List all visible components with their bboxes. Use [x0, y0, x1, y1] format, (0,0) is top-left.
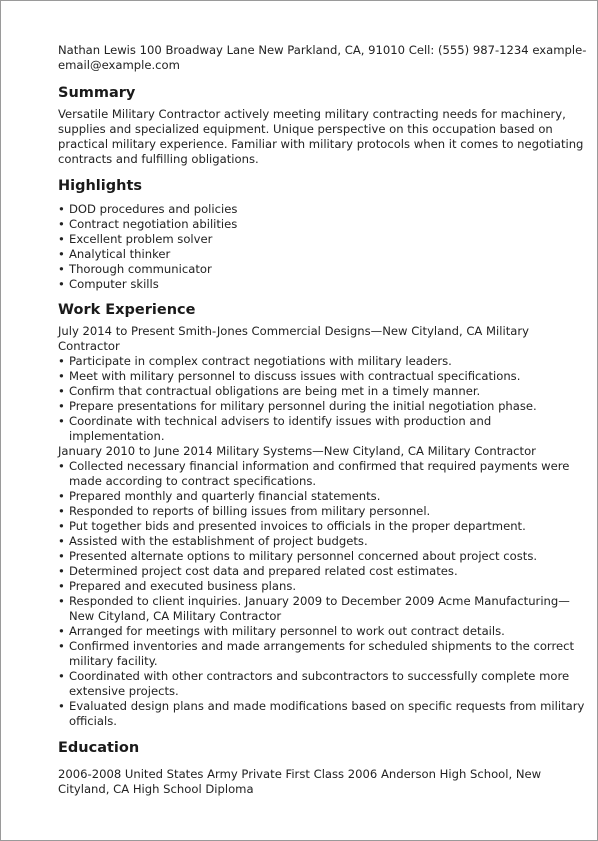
job-duty: • Prepare presentations for military personnel during the initial negotiation phase. [58, 399, 588, 414]
contact-info: Nathan Lewis 100 Broadway Lane New Parkland, CA, 91010 Cell: (555) 987-1234 example-email@example.com [58, 43, 587, 72]
job-duties-list [58, 459, 588, 729]
highlights-section [58, 177, 588, 292]
highlight-item: • Computer skills [58, 277, 588, 292]
job-header: January 2010 to June 2014 Military Systems—New Cityland, CA Military Contractor [58, 444, 536, 458]
job-duties-list [58, 354, 588, 444]
highlights-heading: Highlights [58, 178, 143, 194]
job-duty: • Prepared monthly and quarterly financial statements. [58, 489, 588, 504]
job-duty: • Determined project cost data and prepared related cost estimates. [58, 564, 588, 579]
job-duty: • Collected necessary financial information and confirmed that required payments were made according to contract specifications. [58, 459, 588, 489]
job-duty: • Coordinated with other contractors and subcontractors to successfully complete more extensive projects. [58, 669, 588, 699]
work-experience-heading: Work Experience [58, 302, 196, 318]
job-duty: • Prepared and executed business plans. [58, 579, 588, 594]
highlight-item: • DOD procedures and policies [58, 202, 588, 217]
summary-heading: Summary [58, 85, 136, 101]
job-duty: • Responded to reports of billing issues from military personnel. [58, 504, 588, 519]
education-section [58, 739, 588, 797]
education-text: 2006-2008 United States Army Private First Class 2006 Anderson High School, New Cityland, CA High School Diploma [58, 767, 542, 796]
job-duty: • Evaluated design plans and made modifications based on specific requests from military officials. [58, 699, 588, 729]
job-duty: • Meet with military personnel to discuss issues with contractual specifications. [58, 369, 588, 384]
job-duty: • Participate in complex contract negotiations with military leaders. [58, 354, 588, 369]
highlight-item: • Contract negotiation abilities [58, 217, 588, 232]
job-duty: • Assisted with the establishment of project budgets. [58, 534, 588, 549]
job-duty: • Put together bids and presented invoices to officials in the proper department. [58, 519, 588, 534]
education-heading: Education [58, 740, 140, 756]
summary-text: Versatile Military Contractor actively meeting military contracting needs for machinery, supplies and specialized equipment. Unique perspective on this occupation based on practical military experience. Familiar with military protocols when it comes to negotiating contracts and fulfilling obligations. [58, 107, 584, 166]
highlight-item: • Excellent problem solver [58, 232, 588, 247]
resume-content [58, 43, 588, 797]
highlight-item: • Analytical thinker [58, 247, 588, 262]
highlight-item: • Thorough communicator [58, 262, 588, 277]
job-duty: • Confirm that contractual obligations are being met in a timely manner. [58, 384, 588, 399]
job-duty: • Responded to client inquiries. January 2009 to December 2009 Acme Manufacturing—New Cityland, CA Military Contractor [58, 594, 588, 624]
job-header: July 2014 to Present Smith-Jones Commercial Designs—New Cityland, CA Military Contractor [58, 324, 529, 353]
job-duty: • Coordinate with technical advisers to identify issues with production and implementation. [58, 414, 588, 444]
job-duty: • Arranged for meetings with military personnel to work out contract details. [58, 624, 588, 639]
job-duty: • Presented alternate options to military personnel concerned about project costs. [58, 549, 588, 564]
highlights-list [58, 202, 588, 292]
job-duty: • Confirmed inventories and made arrangements for scheduled shipments to the correct military facility. [58, 639, 588, 669]
work-experience-section [58, 301, 588, 729]
summary-section [58, 84, 588, 167]
